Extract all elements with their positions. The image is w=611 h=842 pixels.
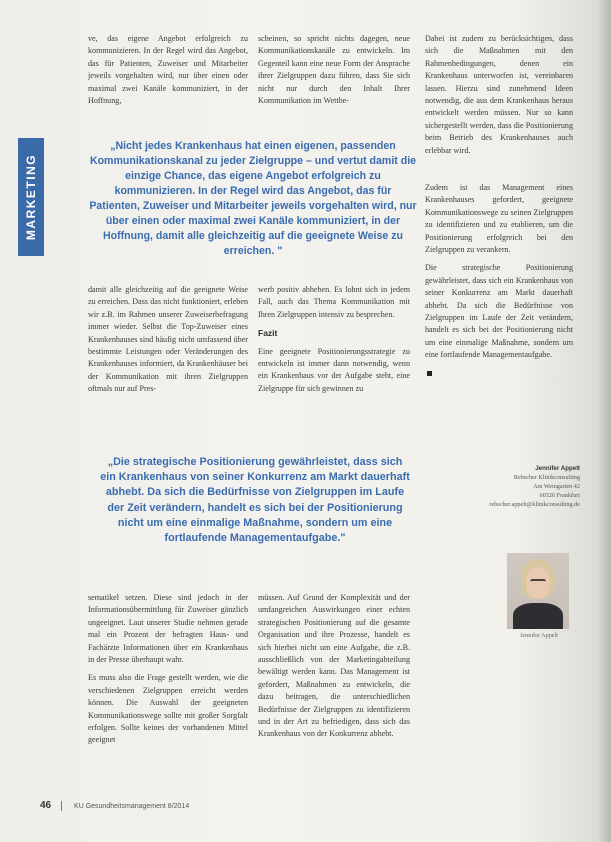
- top-column-2: scheinen, so spricht nichts dagegen, neue Kommunikationskanäle zu entwickeln. Im Gegenteil kann eine neue Form der Ansprache ihrer Zielgruppen dazu führen, dass Sie sich nicht nur durch den Inhalt Ihrer Kommunikation im Wettbe-: [258, 34, 410, 106]
- author-city: 60326 Frankfurt: [539, 492, 580, 499]
- bottom-col1-para-1: sematikel setzen. Diese sind jedoch in der Informationsübermittlung für Zuweiser gänzlich ungeeignet. Laut unserer Studie nehmen gerade mal ein Prozent der befragten Haus- und Fachärzte Informationen über ein Krankenhaus in der Presse überhaupt wahr.: [88, 593, 248, 665]
- author-company: Rebscher Klinikconsulting: [513, 474, 580, 481]
- author-street: Am Weingarten 42: [533, 483, 580, 490]
- author-email: rebscher.appelt@klinikconsulting.de: [489, 501, 580, 508]
- section-tab: [18, 138, 44, 256]
- top-column-3: Dabei ist zudem zu berücksichtigen, dass sich die Maßnahmen mit den Rahmenbedingungen, denen ein Krankenhaus unterworfen ist, vereinbaren lassen. Hierzu sind zunehmend Ideen notwendig, die aus dem Krankenhaus heraus entwickelt werden müssen. Nur so kann sichergestellt werden, dass die Positionierung beim Betrieb des Krankenhauses auch erlebbar wird.: [425, 34, 573, 155]
- photo-caption: Jennifer Appelt: [520, 632, 558, 639]
- top-column-1: ve, das eigene Angebot erfolgreich zu kommunizieren. In der Regel wird das Angebot, das für Patienten, Zuweiser und Mitarbeiter jeweils vorgehalten wird, nur über einen oder maximal zwei Kanäle kommuniziert, in der Hoffnung,: [88, 34, 248, 106]
- page-number: 46: [40, 800, 52, 811]
- bottom-col1-para-2: Es muss also die Frage gestellt werden, wie die verschiedenen Zielgruppen erreicht werden können. Die Auswahl der geeigneten Kommunikationswege sollte mit großer Sorgfalt erfolgen. Sollte keines der vorhandenen Mittel geeignet: [88, 673, 248, 745]
- end-mark: [427, 371, 432, 376]
- mid-column-2: [258, 284, 410, 434]
- author-photo: [507, 553, 569, 629]
- page-spine-shadow: [599, 0, 611, 842]
- right-paragraph-1: Zudem ist das Management eines Krankenhauses gefordert, geeignete Kommunikationswege zu seinen Zielgruppen zu identifizieren und zu etablieren, um die Positionierung erfolgreich bei den Zielgruppen zu verankern.: [425, 183, 573, 255]
- page-footer: [40, 800, 189, 811]
- author-name: Jennifer Appelt: [535, 465, 580, 472]
- mid-column-1: damit alle gleichzeitig auf die geeignete Weise zu erreichen. Dass das nicht funktioniert, erleben wir z.B. im Rahmen unserer Zuweiserbefragung immer wieder. Selbst die Top-Zuweiser eines Krankenhauses sind häufig nicht umfassend über bestimmte Leistungen oder Veränderungen des Krankenhauses informiert, da Krankenhäuser bei der Kommunikation mit ihren Zielgruppen oftmals nur auf Pres-: [88, 285, 248, 394]
- pull-quote-1: „Nicht jedes Krankenhaus hat einen eigenen, passenden Kommunikationskanal zu jeder Zielgruppe – und vertut damit die einzige Chance, das eigene Angebot erfolgreich zu kommunizieren. In der Regel wird das Angebot, das für Patienten, Zuweiser und Mitarbeiter jeweils vorgehalten wird, nur über einen oder maximal zwei Kanäle kommuniziert, in der Hoffnung, damit alle gleichzeitig auf die geeignete Weise zu erreichen. ": [89, 140, 417, 257]
- bottom-column-1: [88, 592, 248, 788]
- section-heading-fazit: Fazit: [258, 328, 278, 339]
- right-paragraph-2: Die strategische Positionierung gewährleistet, dass sich ein Krankenhaus von seiner Konkurrenz am Markt dauerhaft abhebt. Da sich die Bedürfnisse von Zielgruppen im Laufe der Zeit verändern, handelt es sich bei der Positionierung nicht um eine einmalige Maßnahme, sondern um eine fortlaufende Managementaufgabe.: [425, 263, 573, 360]
- bottom-column-2: müssen. Auf Grund der Komplexität und der umfangreichen Auswirkungen einer echten strategischen Positionierung auf die gesamte Organisation und ihre Prozesse, handelt es sich hierbei nicht um eine Aufgabe, die z.B. ausschließlich von der Marketingabteilung bewältigt werden kann. Das Management ist gefordert, Maßnahmen zu entwickeln, die dazu beitragen, die unterschiedlichen Bedürfnisse der Zielgruppen zu identifizieren und in der Art zu befriedigen, dass sich das Krankenhaus von der Konkurrenz abhebt.: [258, 593, 410, 739]
- right-column-mid: [425, 182, 573, 412]
- footer-separator: [61, 801, 62, 811]
- author-contact: [470, 464, 580, 509]
- pull-quote-2: „Die strategische Positionierung gewährleistet, dass sich ein Krankenhaus von seiner Konkurrenz am Markt dauerhaft abhebt. Da sich die Bedürfnisse von Zielgruppen im Laufe der Zeit verändern, handelt es sich bei der Positionierung nicht um eine einmalige Maßnahme, sondern um eine fortlaufende Managementaufgabe.": [100, 456, 410, 545]
- mid-column-2-text: werb positiv abheben. Es lohnt sich in jedem Fall, auch das Thema Kommunikation mit Ihren Zielgruppen intensiv zu besprechen.: [258, 285, 410, 319]
- fazit-text: Eine geeignete Positionierungsstrategie zu entwickeln ist immer dann notwendig, wenn ein Krankenhaus vor der Aufgabe steht, eine Zielgruppe für sich gewinnen zu: [258, 346, 410, 393]
- magazine-name: KU Gesundheitsmanagement 8/2014: [74, 803, 190, 810]
- section-label: MARKETING: [24, 153, 38, 241]
